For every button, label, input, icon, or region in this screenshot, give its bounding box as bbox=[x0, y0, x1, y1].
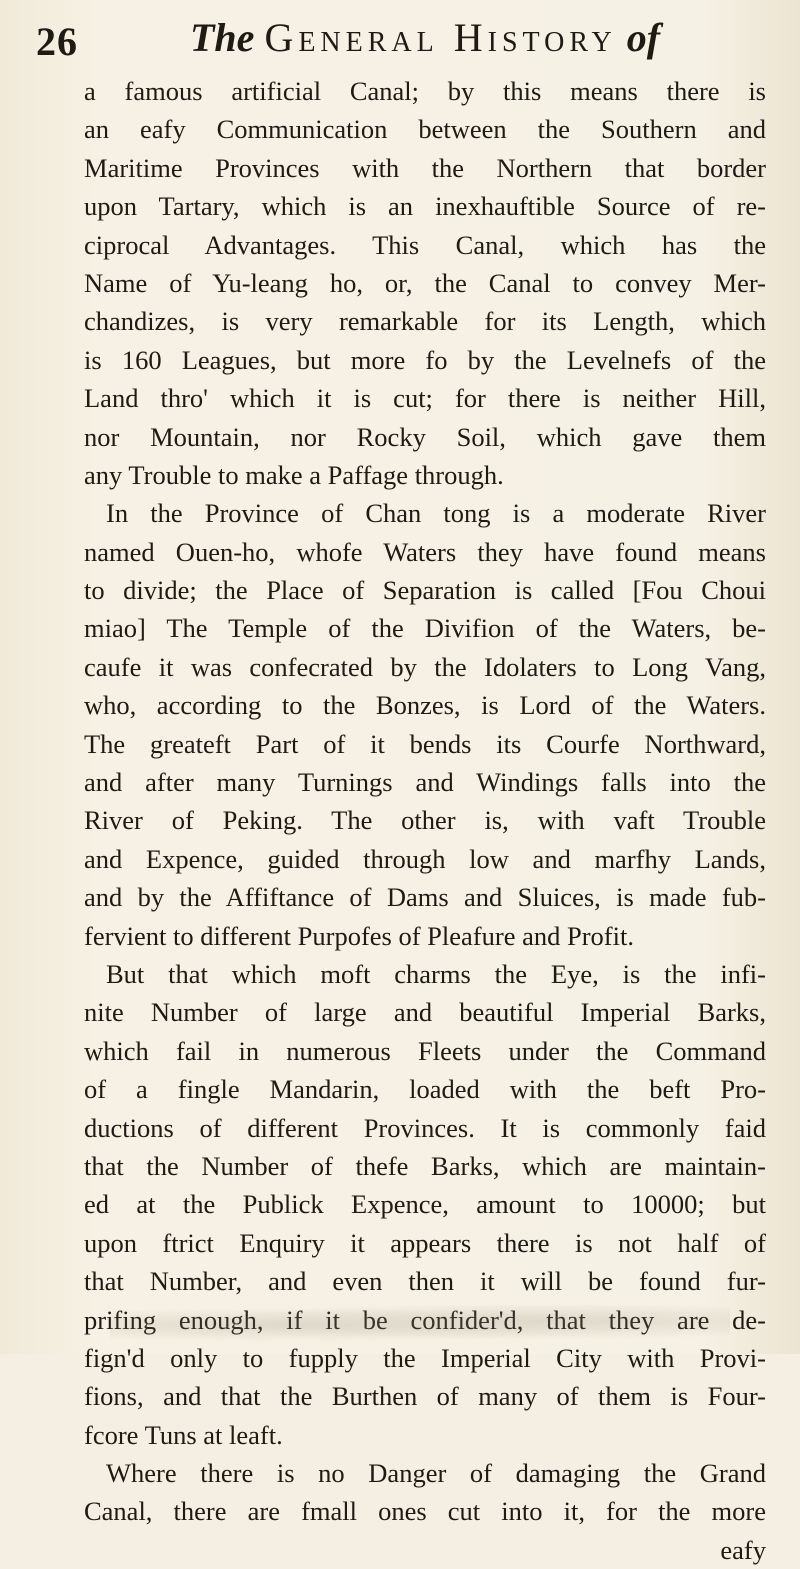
bleed-through-smudge bbox=[110, 1305, 730, 1345]
text-line: that the Number of thefe Barks, which are maintain- bbox=[84, 1150, 766, 1181]
text-line: ed at the Publick Expence, amount to 10000; but bbox=[84, 1189, 766, 1220]
text-line: fions, and that the Burthen of many of them is Four- bbox=[84, 1381, 766, 1412]
running-title-the: The bbox=[190, 15, 255, 60]
text-line: upon Tartary, which is an inexhauftible Source of re- bbox=[84, 191, 766, 222]
page-header bbox=[36, 8, 766, 68]
running-title-of: of bbox=[626, 15, 661, 60]
text-line: fign'd only to fupply the Imperial City with Provi- bbox=[84, 1342, 766, 1373]
text-line: nor Mountain, nor Rocky Soil, which gave them bbox=[84, 421, 766, 452]
running-title-main: General History bbox=[264, 15, 617, 60]
text-line: fcore Tuns at leaft. bbox=[84, 1419, 283, 1450]
text-line: is 160 Leagues, but more fo by the Levelnefs of the bbox=[84, 344, 766, 375]
text-line: Land thro' which it is cut; for there is neither Hill, bbox=[84, 383, 766, 414]
text-line: Name of Yu-leang ho, or, the Canal to convey Mer- bbox=[84, 267, 766, 298]
text-line: a famous artificial Canal; by this means there is bbox=[84, 76, 766, 106]
text-line: River of Peking. The other is, with vaft Trouble bbox=[84, 805, 766, 836]
paragraph-start-line: But that which moft charms the Eye, is the infi- bbox=[106, 958, 766, 989]
text-line: upon ftrict Enquiry it appears there is not half of bbox=[84, 1227, 766, 1258]
text-line: Canal, there are fmall ones cut into it, for the more bbox=[84, 1496, 766, 1527]
text-line: of a fingle Mandarin, loaded with the beft Pro- bbox=[84, 1074, 766, 1105]
text-line: named Ouen-ho, whofe Waters they have found means bbox=[84, 536, 766, 567]
text-line: which fail in numerous Fleets under the Command bbox=[84, 1035, 766, 1066]
running-title bbox=[190, 14, 660, 61]
text-line: and Expence, guided through low and marfhy Lands, bbox=[84, 843, 766, 874]
text-line: nite Number of large and beautiful Imperial Barks, bbox=[84, 997, 766, 1028]
page-number: 26 bbox=[36, 19, 78, 64]
paragraph-start-line: Where there is no Danger of damaging the Grand bbox=[106, 1458, 766, 1489]
text-line: any Trouble to make a Paffage through. bbox=[84, 459, 504, 490]
text-line: chandizes, is very remarkable for its Length, which bbox=[84, 306, 766, 337]
text-line: and by the Affiftance of Dams and Sluices, is made fub- bbox=[84, 882, 766, 913]
text-line: Maritime Provinces with the Northern that border bbox=[84, 152, 766, 183]
text-line: and after many Turnings and Windings falls into the bbox=[84, 767, 766, 798]
catchword: eafy bbox=[720, 1534, 766, 1565]
text-line: who, according to the Bonzes, is Lord of the Waters. bbox=[84, 690, 766, 721]
text-line: fervient to different Purpofes of Pleafure and Profit. bbox=[84, 920, 634, 951]
text-line: that Number, and even then it will be found fur- bbox=[84, 1266, 766, 1297]
text-line: ductions of different Provinces. It is commonly faid bbox=[84, 1112, 766, 1143]
text-line: The greateft Part of it bends its Courfe Northward, bbox=[84, 728, 766, 759]
paragraph-start-line: In the Province of Chan tong is a moderate River bbox=[106, 498, 766, 529]
text-line: caufe it was confecrated by the Idolaters to Long Vang, bbox=[84, 651, 766, 682]
text-line: an eafy Communication between the Southern and bbox=[84, 114, 766, 145]
text-line: miao] The Temple of the Divifion of the Waters, be- bbox=[84, 613, 766, 644]
text-line: ciprocal Advantages. This Canal, which has the bbox=[84, 229, 766, 260]
text-line: prifing enough, if it be confider'd, that they are de- bbox=[84, 1304, 766, 1335]
text-line: to divide; the Place of Separation is called [Fou Choui bbox=[84, 575, 766, 606]
